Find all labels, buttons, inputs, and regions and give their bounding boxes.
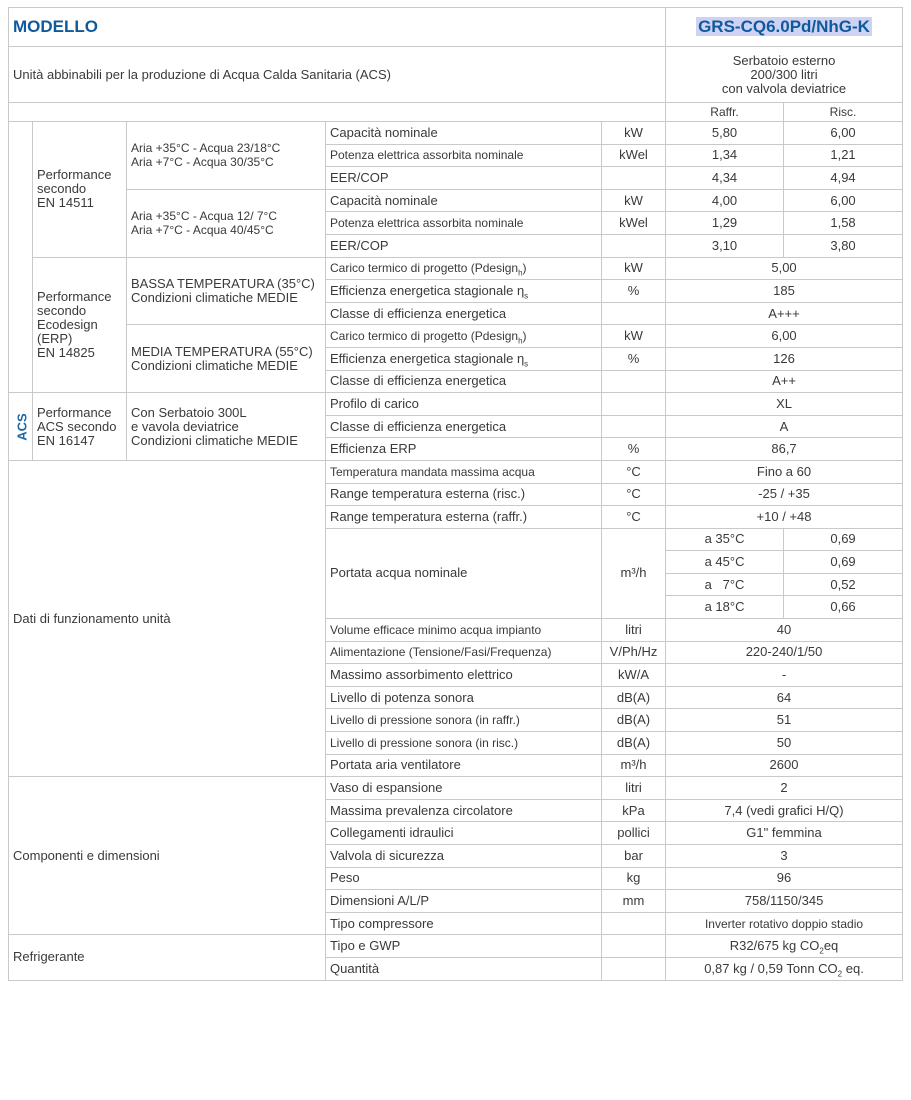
value: 50 <box>666 732 903 755</box>
unit: kPa <box>602 799 666 822</box>
unit <box>602 415 666 438</box>
flow-cond: a 7°C <box>666 573 784 596</box>
table-row <box>9 325 903 348</box>
value-heat: 1,21 <box>784 144 903 167</box>
param: EER/COP <box>326 167 602 190</box>
table-row <box>9 777 903 800</box>
param: Efficienza energetica stagionale $\eta_s$ <box>326 280 602 303</box>
param: Vaso di espansione <box>326 777 602 800</box>
flow-value: 0,66 <box>784 596 903 619</box>
value: G1" femmina <box>666 822 903 845</box>
param: Volume efficace minimo acqua impianto <box>326 619 602 642</box>
param: Collegamenti idraulici <box>326 822 602 845</box>
value: R32/675 kg $CO_2eq$ <box>666 935 903 958</box>
value: Inverter rotativo doppio stadio <box>666 912 903 935</box>
unit <box>602 234 666 257</box>
unit: % <box>602 347 666 370</box>
value: 2 <box>666 777 903 800</box>
param: Tipo e GWP <box>326 935 602 958</box>
en14511-cond1: Aria +35°C - Acqua 23/18°C Aria +7°C - Acqua 30/35°C <box>127 122 326 190</box>
param: Tipo compressore <box>326 912 602 935</box>
unit: kW <box>602 189 666 212</box>
table-row <box>9 393 903 416</box>
unit <box>602 167 666 190</box>
param: Carico termico di progetto (Pdesign$_h$) <box>326 257 602 280</box>
unit: dB(A) <box>602 709 666 732</box>
param: Profilo di carico <box>326 393 602 416</box>
param: Quantità <box>326 957 602 980</box>
param: Capacità nominale <box>326 122 602 145</box>
acs-section-label: ACS <box>9 393 33 461</box>
spec-table <box>8 7 903 981</box>
value: 0,87 kg / 0,59 Tonn $CO_2$ eq. <box>666 957 903 980</box>
value-heat: 4,94 <box>784 167 903 190</box>
value: A <box>666 415 903 438</box>
unit: litri <box>602 619 666 642</box>
value-cool: 1,29 <box>666 212 784 235</box>
param: Potenza elettrica assorbita nominale <box>326 144 602 167</box>
unit: m³/h <box>602 754 666 777</box>
table-row <box>9 257 903 280</box>
value-cool: 3,10 <box>666 234 784 257</box>
param: Alimentazione (Tensione/Fasi/Frequenza) <box>326 641 602 664</box>
unit: kW <box>602 325 666 348</box>
unit <box>602 912 666 935</box>
param: Massimo assorbimento elettrico <box>326 664 602 687</box>
flow-value: 0,52 <box>784 573 903 596</box>
value: 6,00 <box>666 325 903 348</box>
unit: kg <box>602 867 666 890</box>
param: Efficienza ERP <box>326 438 602 461</box>
unit: dB(A) <box>602 686 666 709</box>
unit: kW <box>602 122 666 145</box>
col-cool: Raffr. <box>666 103 784 122</box>
acs-units-label: Unità abbinabili per la produzione di Acqua Calda Sanitaria (ACS) <box>9 47 666 103</box>
unit: kW <box>602 257 666 280</box>
acs-units-row <box>9 47 903 103</box>
unit: % <box>602 438 666 461</box>
param: Temperatura mandata massima acqua <box>326 460 602 483</box>
en14511-cond2: Aria +35°C - Acqua 12/ 7°C Aria +7°C - Acqua 40/45°C <box>127 189 326 257</box>
comfort-section-label <box>9 122 33 393</box>
column-header-row <box>9 103 903 122</box>
ecodesign-low-cond: BASSA TEMPERATURA (35°C) Condizioni climatiche MEDIE <box>127 257 326 325</box>
value: A++ <box>666 370 903 393</box>
value-cool: 5,80 <box>666 122 784 145</box>
unit: °C <box>602 460 666 483</box>
param: Peso <box>326 867 602 890</box>
param: Portata aria ventilatore <box>326 754 602 777</box>
refrigerant-label: Refrigerante <box>9 935 326 980</box>
value: 96 <box>666 867 903 890</box>
param: Livello di potenza sonora <box>326 686 602 709</box>
param: Classe di efficienza energetica <box>326 415 602 438</box>
param: Range temperatura esterna (risc.) <box>326 483 602 506</box>
acs-group: Performance ACS secondo EN 16147 <box>33 393 127 461</box>
value: +10 / +48 <box>666 506 903 529</box>
unit: V/Ph/Hz <box>602 641 666 664</box>
model-label: MODELLO <box>9 8 666 47</box>
value: 3 <box>666 845 903 868</box>
table-row <box>9 122 903 145</box>
unit: kWel <box>602 212 666 235</box>
param: Dimensioni A/L/P <box>326 890 602 913</box>
unit: °C <box>602 483 666 506</box>
unit: °C <box>602 506 666 529</box>
value-heat: 3,80 <box>784 234 903 257</box>
unit <box>602 393 666 416</box>
value-heat: 6,00 <box>784 189 903 212</box>
value: 758/1150/345 <box>666 890 903 913</box>
flow-cond: a 18°C <box>666 596 784 619</box>
table-row <box>9 189 903 212</box>
param: Carico termico di progetto (Pdesign$_h$) <box>326 325 602 348</box>
acs-units-value: Serbatoio esterno 200/300 litri con valvola deviatrice <box>666 47 903 103</box>
value: 126 <box>666 347 903 370</box>
acs-cond: Con Serbatoio 300L e vavola deviatrice Condizioni climatiche MEDIE <box>127 393 326 461</box>
unit: m³/h <box>602 528 666 618</box>
param: EER/COP <box>326 234 602 257</box>
model-row <box>9 8 903 47</box>
param: Massima prevalenza circolatore <box>326 799 602 822</box>
value: 86,7 <box>666 438 903 461</box>
param: Range temperatura esterna (raffr.) <box>326 506 602 529</box>
operation-label: Dati di funzionamento unità <box>9 460 326 776</box>
param: Classe di efficienza energetica <box>326 302 602 325</box>
flow-value: 0,69 <box>784 528 903 551</box>
value: Fino a 60 <box>666 460 903 483</box>
param: Portata acqua nominale <box>326 528 602 618</box>
param: Valvola di sicurezza <box>326 845 602 868</box>
param: Livello di pressione sonora (in risc.) <box>326 732 602 755</box>
value-cool: 4,34 <box>666 167 784 190</box>
flow-value: 0,69 <box>784 551 903 574</box>
value: XL <box>666 393 903 416</box>
en14511-group: Performance secondo EN 14511 <box>33 122 127 258</box>
param: Potenza elettrica assorbita nominale <box>326 212 602 235</box>
value: 5,00 <box>666 257 903 280</box>
value: A+++ <box>666 302 903 325</box>
value: - <box>666 664 903 687</box>
value: 220-240/1/50 <box>666 641 903 664</box>
param: Efficienza energetica stagionale $\eta_s$ <box>326 347 602 370</box>
unit: kWel <box>602 144 666 167</box>
value: 51 <box>666 709 903 732</box>
value-heat: 6,00 <box>784 122 903 145</box>
components-label: Componenti e dimensioni <box>9 777 326 935</box>
unit: kW/A <box>602 664 666 687</box>
unit: dB(A) <box>602 732 666 755</box>
model-name: GRS-CQ6.0Pd/NhG-K <box>666 8 903 47</box>
unit: mm <box>602 890 666 913</box>
flow-cond: a 35°C <box>666 528 784 551</box>
param: Livello di pressione sonora (in raffr.) <box>326 709 602 732</box>
unit: litri <box>602 777 666 800</box>
unit: % <box>602 280 666 303</box>
value: 185 <box>666 280 903 303</box>
col-heat: Risc. <box>784 103 903 122</box>
value: 2600 <box>666 754 903 777</box>
value-cool: 4,00 <box>666 189 784 212</box>
table-row <box>9 460 903 483</box>
value: 64 <box>666 686 903 709</box>
value: 7,4 (vedi grafici H/Q) <box>666 799 903 822</box>
value-heat: 1,58 <box>784 212 903 235</box>
ecodesign-mid-cond: MEDIA TEMPERATURA (55°C) Condizioni climatiche MEDIE <box>127 325 326 393</box>
param: Capacità nominale <box>326 189 602 212</box>
value: -25 / +35 <box>666 483 903 506</box>
param: Classe di efficienza energetica <box>326 370 602 393</box>
ecodesign-group: Performance secondo Ecodesign (ERP) EN 14825 <box>33 257 127 393</box>
table-row <box>9 935 903 958</box>
value: 40 <box>666 619 903 642</box>
flow-cond: a 45°C <box>666 551 784 574</box>
unit: bar <box>602 845 666 868</box>
unit: pollici <box>602 822 666 845</box>
value-cool: 1,34 <box>666 144 784 167</box>
